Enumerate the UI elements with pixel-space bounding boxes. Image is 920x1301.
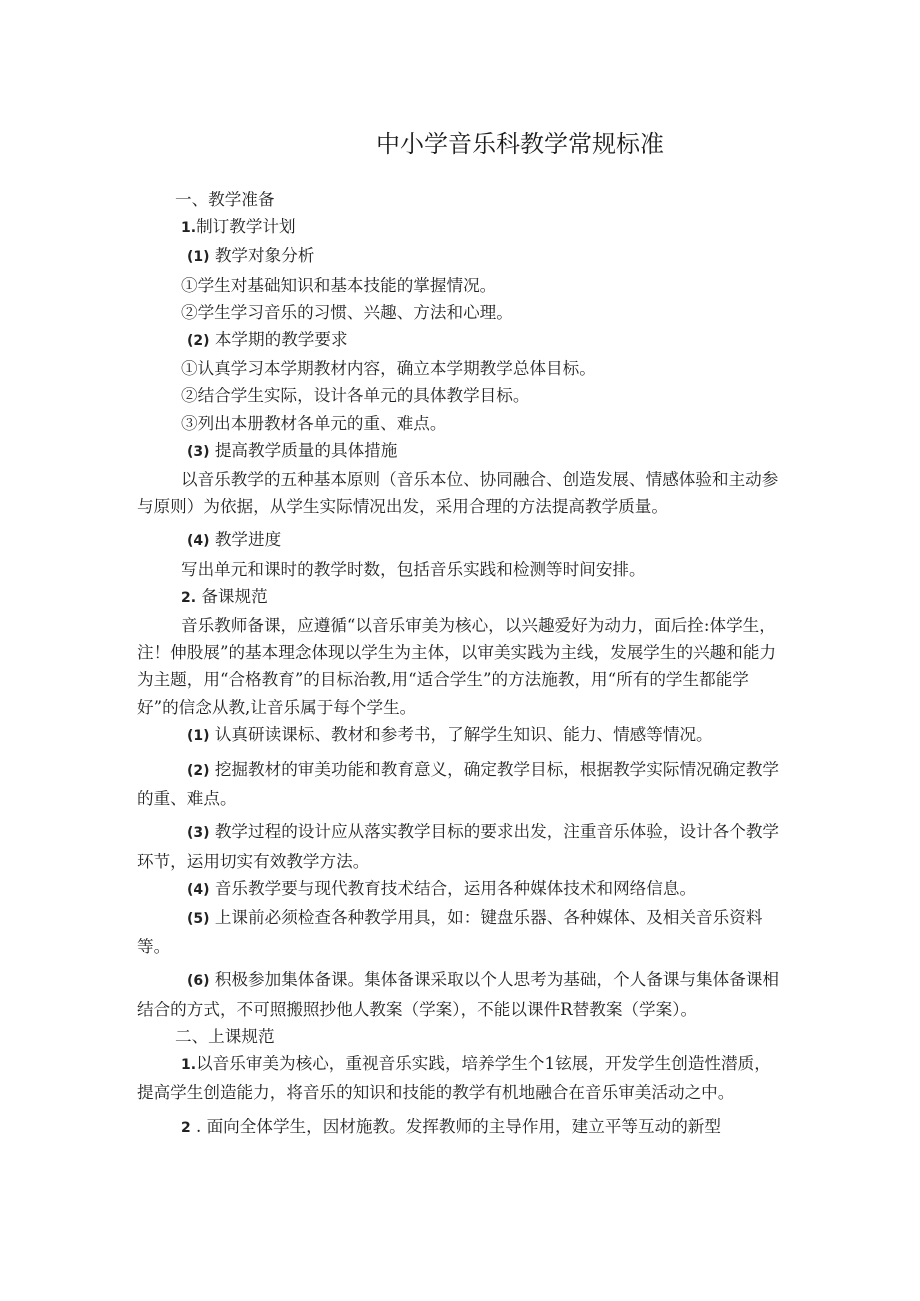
item-heading — [137, 437, 787, 466]
item-heading — [137, 326, 787, 355]
item-number: 2. — [181, 589, 197, 606]
page-title: 中小学音乐科教学常规标准 — [376, 130, 664, 158]
item-heading-text: 提高教学质量的具体措施 — [214, 440, 398, 460]
paragraph-text: 以音乐审美为核心，重视音乐实践，培养学生个1铉展，开发学生创造性潜质，提高学生创造能力，将音乐的知识和技能的教学有机地融合在音乐审美活动之中。 — [137, 1054, 771, 1103]
list-item-text: 挖掘教材的审美功能和教育意义，确定教学目标，根据教学实际情况确定教学的重、难点。 — [137, 760, 780, 809]
list-item — [137, 875, 787, 904]
item-heading-text: 教学进度 — [214, 530, 282, 550]
paragraph-text: . 面向全体学生，因材施教。发挥教师的主导作用，建立平等互动的新型 — [190, 1116, 721, 1136]
item-heading-text: 教学对象分析 — [214, 246, 315, 266]
item-number: (4) — [187, 881, 210, 898]
paragraph: ②学生学习音乐的习惯、兴趣、方法和心理。 — [181, 302, 513, 322]
list-item — [137, 756, 787, 812]
list-item — [137, 966, 787, 1022]
paragraph: ②结合学生实际，设计各单元的具体教学目标。 — [181, 386, 530, 406]
paragraph: ③列出本册教材各单元的重、难点。 — [181, 413, 447, 433]
item-number: 1. — [181, 1057, 197, 1074]
paragraph — [137, 1113, 787, 1142]
item-number: (4) — [187, 533, 210, 550]
item-number: 1. — [181, 220, 197, 237]
list-item-text: 教学过程的设计应从落实教学目标的要求出发，注重音乐体验，设计各个教学环节，运用切实有效教学方法。 — [137, 822, 780, 871]
item-number: (2) — [187, 763, 210, 780]
item-number: (3) — [187, 443, 210, 460]
list-item-text: 上课前必须检查各种教学用具，如：键盘乐器、各种媒体、及相关音乐资料等。 — [137, 908, 763, 957]
paragraph: 以音乐教学的五种基本原则（音乐本位、协同融合、创造发展、情感体验和主动参与原则）为依据，从学生实际情况出发，采用合理的方法提高教学质量。 — [137, 470, 779, 517]
subsection-heading — [137, 213, 787, 242]
paragraph: ①认真学习本学期教材内容，确立本学期教学总体目标。 — [181, 359, 596, 379]
item-number: (6) — [187, 973, 210, 990]
subsection-heading — [137, 583, 787, 612]
paragraph: ①学生对基础知识和基本技能的掌握情况。 — [181, 275, 497, 295]
subsection-heading-text: 制订教学计划 — [196, 217, 296, 237]
document-body — [137, 186, 787, 1142]
paragraph: 音乐教师备课，应遵循“以音乐审美为核心，以兴趣爱好为动力，面后拴:体学生，注！伸股展”的基本理念体现以学生为主体，以审美实践为主线，发展学生的兴趣和能力为主题，用“合格教育”的目标治教,用“适合学生”的方法施教，用“所有的学生都能学好”的信念从教,让音乐属于每个学生。 — [137, 616, 777, 717]
section-heading-text: 二、上课规范 — [175, 1026, 275, 1046]
paragraph: 写出单元和课时的教学时数，包括音乐实践和检测等时间安排。 — [181, 559, 646, 579]
section-heading-text: 一、教学准备 — [175, 190, 275, 209]
list-item-text: 积极参加集体备课。集体备课采取以个人思考为基础，个人备课与集体备课相结合的方式，不可照搬照抄他人教案（学案），不能以课件R替教案（学案）。 — [137, 970, 780, 1019]
item-heading-text: 本学期的教学要求 — [214, 330, 348, 350]
section-heading — [137, 1023, 787, 1050]
item-number: (3) — [187, 825, 210, 842]
list-item-text: 音乐教学要与现代教育技术结合，运用各种媒体技术和网络信息。 — [214, 878, 697, 898]
section-heading — [137, 186, 787, 213]
item-number: 2 — [181, 1119, 191, 1136]
item-number: (5) — [187, 911, 210, 928]
list-item — [137, 721, 787, 750]
item-number: (1) — [187, 249, 210, 266]
list-item-text: 认真研读课标、教材和参考书，了解学生知识、能力、情感等情况。 — [214, 724, 713, 744]
item-number: (2) — [187, 333, 210, 350]
list-item — [137, 818, 787, 874]
subsection-heading-text: 备课规范 — [201, 586, 268, 606]
item-heading — [137, 242, 787, 271]
item-number: (1) — [187, 727, 210, 744]
item-heading — [137, 526, 787, 555]
list-item — [137, 904, 787, 960]
paragraph — [137, 1050, 787, 1106]
